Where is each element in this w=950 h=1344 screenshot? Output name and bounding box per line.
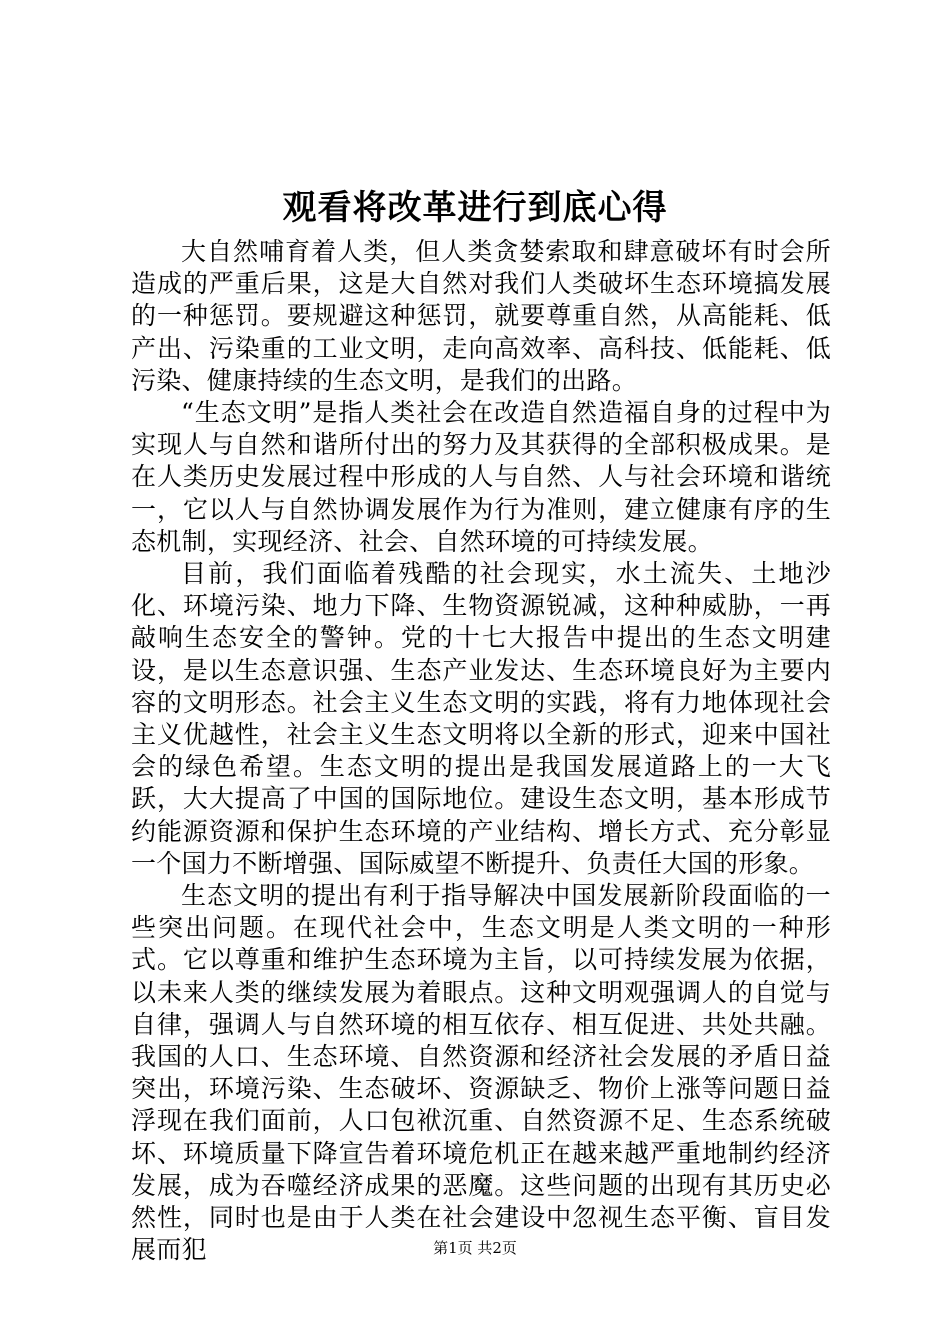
document-title: 观看将改革进行到底心得 [282,188,668,228]
paragraph-4: 生态文明的提出有利于指导解决中国发展新阶段面临的一些突出问题。在现代社会中，生态文明是人类文明的一种形式。它以尊重和维护生态环境为主旨，以可持续发展为依据，以未来人类的继续发展为着眼点。这种文明观强调人的自觉与自律，强调人与自然环境的相互依存、相互促进、共处共融。我国的人口、生态环境、自然资源和经济社会发展的矛盾日益突出，环境污染、生态破坏、资源缺乏、物价上涨等问题日益浮现在我们面前，人口包袱沉重、自然资源不足、生态系统破坏、环境质量下降宣告着环境危机正在越来越严重地制约经济发展，成为吞噬经济成果的恶魔。这些问题的出现有其历史必然性，同时也是由于人类在社会建设中忽视生态平衡、盲目发展而犯 [131,881,831,1265]
document-body [131,236,831,1267]
paragraph-1: 大自然哺育着人类，但人类贪婪索取和肆意破坏有时会所造成的严重后果，这是大自然对我们人类破坏生态环境搞发展的一种惩罚。要规避这种惩罚，就要尊重自然，从高能耗、低产出、污染重的工业文明，走向高效率、高科技、低能耗、低污染、健康持续的生态文明，是我们的出路。 [131,237,831,395]
page-number-footer: 第1页 共2页 [433,1239,517,1257]
paragraph-3: 目前，我们面临着残酷的社会现实，水土流失、土地沙化、环境污染、地力下降、生物资源锐减，这种种威胁，一再敲响生态安全的警钟。党的十七大报告中提出的生态文明建设，是以生态意识强、生态产业发达、生态环境良好为主要内容的文明形态。社会主义生态文明的实践，将有力地体现社会主义优越性，社会主义生态文明将以全新的形式，迎来中国社会的绿色希望。生态文明的提出是我国发展道路上的一大飞跃，大大提高了中国的国际地位。建设生态文明，基本形成节约能源资源和保护生态环境的产业结构、增长方式、充分彰显一个国力不断增强、国际威望不断提升、负责任大国的形象。 [131,559,831,878]
paragraph-2: “生态文明”是指人类社会在改造自然造福自身的过程中为实现人与自然和谐所付出的努力及其获得的全部积极成果。是在人类历史发展过程中形成的人与自然、人与社会环境和谐统一，它以人与自然协调发展作为行为准则，建立健康有序的生态机制，实现经济、社会、自然环境的可持续发展。 [131,398,831,556]
